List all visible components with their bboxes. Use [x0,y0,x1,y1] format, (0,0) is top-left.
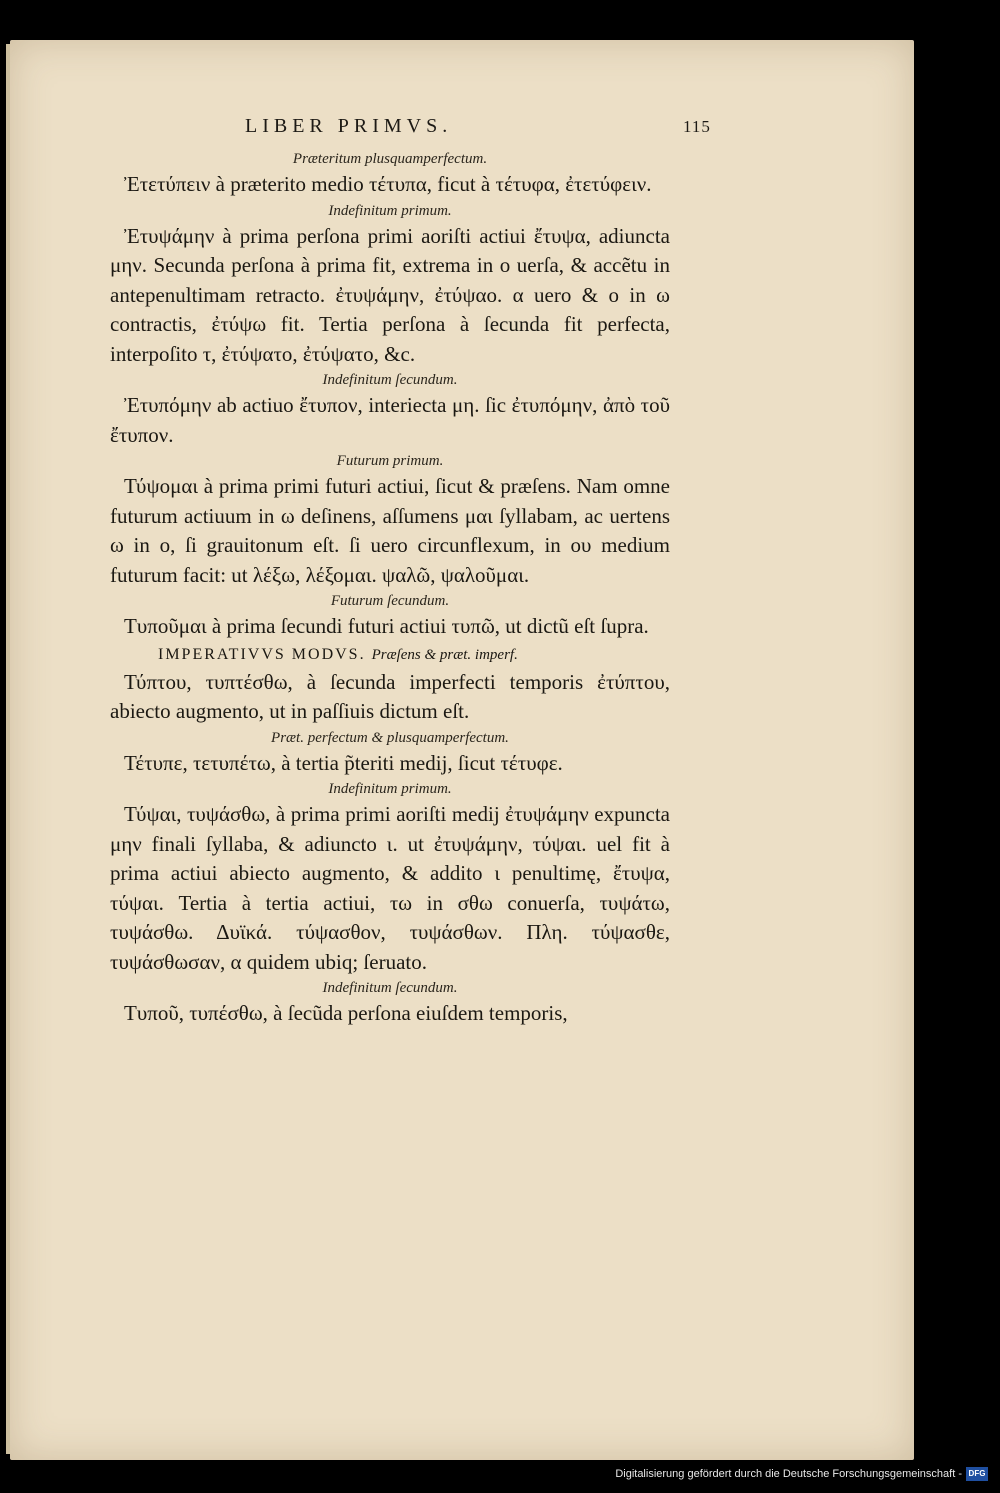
page-number: 115 [683,117,711,136]
paragraph: Τυποῦ, τυπέσθω, à ſecũda perſona eiuſdem temporis, [124,1001,568,1025]
paragraph: Ἐτυπόμην ab actiuo ἔτυπον, interiecta μη. ſic ἐτυπόμην, ἀπὸ τοῦ ἔτυπον. [110,393,670,447]
dfg-logo-icon: DFG [966,1467,988,1481]
paragraph: Τύψομαι à prima primi futuri actiui, ſicut & præſens. Nam omne futurum actiuum in ω deſinens, aſſumens μαι ſyllabam, ac uertens ω in ο, ſi grauitonum eſt. ſi uero circunflexum, in ου medium futurum facit: ut λέξω, λέξομαι. ψαλῶ, ψαλοῦμαι. [110,474,670,587]
paragraph: Ἐτυψάμην à prima perſona primi aoriſti actiui ἔτυψα, adiuncta μην. Secunda perſona à prima fit, extrema in ο uerſa, & accẽtu in antepenultimam retracto. ἐτυψάμην, ἐτύψαο. α uero & ο in ω contractis, ἐτύψω fit. Tertia perſona à ſecunda fit perfecta, interpoſito τ, ἐτύψατο, ἐτύψατο, &c. [110,223,670,366]
running-title: LIBER PRIMVS. [245,115,453,137]
section-heading: Indefinitum primum. [328,202,452,219]
imperative-heading [110,642,670,668]
paragraph: Τυποῦμαι à prima ſecundi futuri actiui τυπῶ, ut dictũ eſt ſupra. [124,614,649,638]
section-heading: Indefinitum primum. [328,781,452,797]
paragraph: Τύπτου, τυπτέσθω, à ſecunda imperfecti temporis ἐτύπτου, abiecto augmento, ut in paſſiuis dictum eſt. [110,669,670,723]
page-text [110,148,670,1029]
paragraph: Ἐτετύπειν à præterito medio τέτυπα, ficut à τέτυφα, ἐτετύφειν. [124,172,652,196]
section-heading: Præt. perfectum & plusquamperfectum. [271,729,509,746]
paragraph: Τύψαι, τυψάσθω, à prima primi aoriſti medij ἐτυψάμην expuncta μην finali ſyllaba, & adiuncto ι. ut ἐτυψάμην, τύψαι. uel fit à prima actiui abiecto augmento, & addito ι penultimę, ἔτυψα, τύψαι. Tertia à tertia actiui, τω in σθω conuerſa, τυψάτω, τυψάσθω. Δυϊκά. τύψασθον, τυψάσθων. Πλη. τύψασθε, τυψάσθωσαν, α quidem ubiq; ſeruato. [110,802,670,974]
imperative-title: IMPERATIVVS MODVS. [158,645,366,663]
credit-text: Digitalisierung gefördert durch die Deutsche Forschungsgemeinschaft - [615,1468,962,1480]
section-heading: Præteritum plusquamperfectum. [292,151,488,167]
imperative-subtitle: Præſens & præt. imperf. [371,646,518,663]
section-heading: Futurum ſecundum. [330,593,450,609]
digitization-credit [615,1465,988,1483]
section-heading: Futurum primum. [336,453,444,469]
running-header [235,115,755,145]
paragraph: Τέτυπε, τετυπέτω, à tertia p̃teriti medij, ſicut τέτυφε. [124,750,563,775]
section-heading: Indefinitum ſecundum. [322,980,458,996]
section-heading: Indefinitum ſecundum. [322,372,458,388]
